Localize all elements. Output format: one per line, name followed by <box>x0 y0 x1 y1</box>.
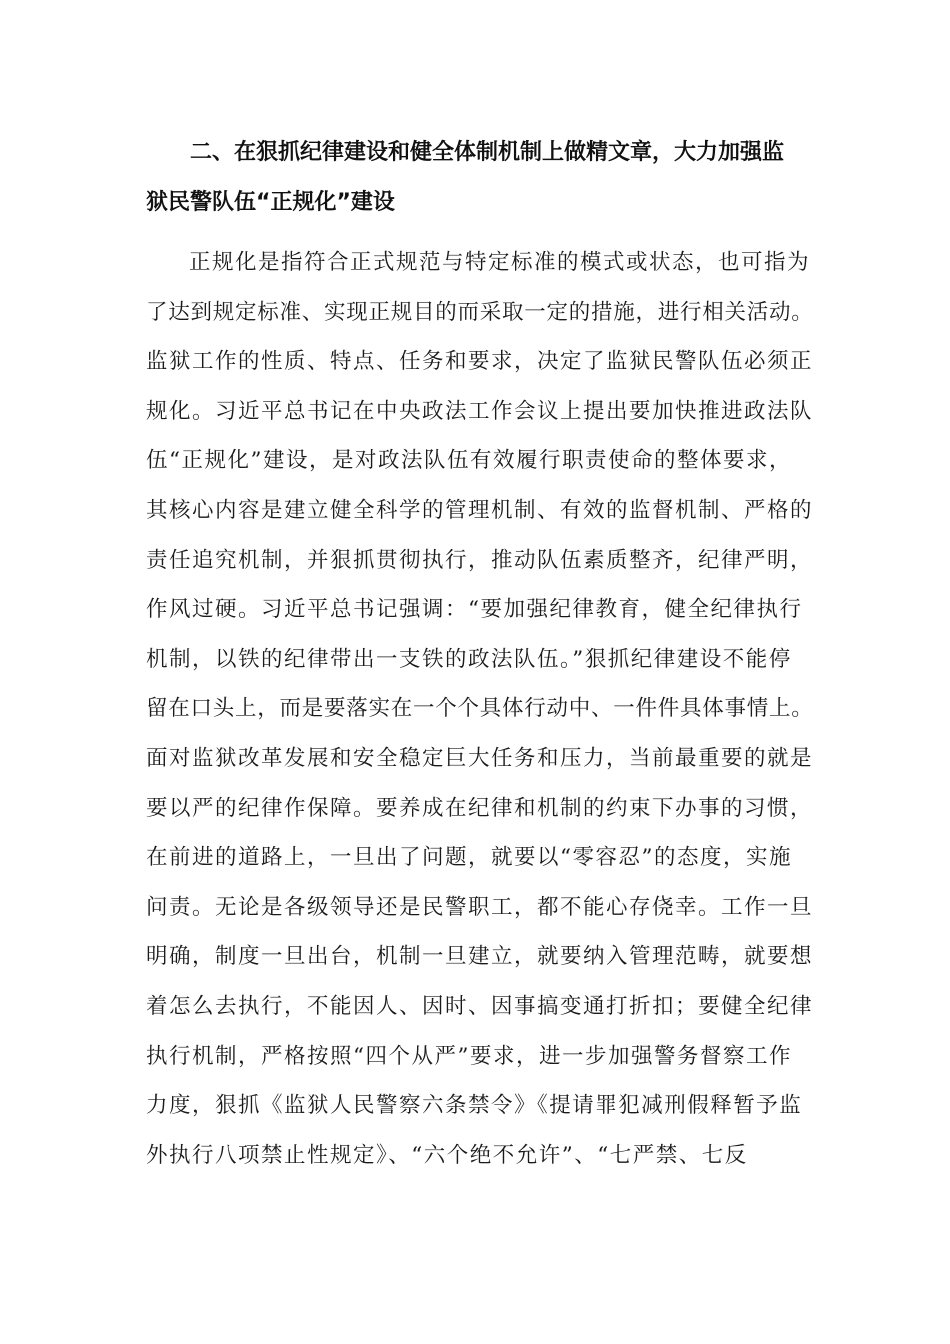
paragraph-line: 在前进的道路上，一旦出了问题，就要以“零容忍”的态度，实施 <box>146 845 792 871</box>
paragraph-line: 责任追究机制，并狠抓贯彻执行，推动队伍素质整齐，纪律严明， <box>146 547 814 573</box>
paragraph-line: 规化。习近平总书记在中央政法工作会议上提出要加快推进政法队 <box>146 398 814 424</box>
paragraph-line: 力度，狠抓《监狱人民警察六条禁令》《提请罪犯减刑假释暂予监 <box>146 1093 803 1119</box>
paragraph-line: 其核心内容是建立健全科学的管理机制、有效的监督机制、严格的 <box>146 497 814 523</box>
paragraph-line: 问责。无论是各级领导还是民警职工，都不能心存侥幸。工作一旦 <box>146 894 814 920</box>
heading-line: 狱民警队伍“正规化”建设 <box>146 190 395 215</box>
paragraph-line: 作风过硬。习近平总书记强调：“要加强纪律教育，健全纪律执行 <box>146 597 803 623</box>
paragraph-line: 执行机制，严格按照“四个从严”要求，进一步加强警务督察工作 <box>146 1043 792 1069</box>
paragraph-line: 了达到规定标准、实现正规目的而采取一定的措施，进行相关活动。 <box>146 299 814 325</box>
section-heading <box>146 128 814 228</box>
paragraph-line: 明确，制度一旦出台，机制一旦建立，就要纳入管理范畴，就要想 <box>146 944 814 970</box>
paragraph-line: 要以严的纪律作保障。要养成在纪律和机制的约束下办事的习惯， <box>146 795 814 821</box>
heading-line: 二、在狠抓纪律建设和健全体制机制上做精文章，大力加强监 <box>190 140 785 165</box>
paragraph-line: 外执行八项禁止性规定》、“六个绝不允许”、“七严禁、七反 <box>146 1142 748 1168</box>
paragraph-line: 面对监狱改革发展和安全稳定巨大任务和压力，当前最重要的就是 <box>146 745 814 771</box>
paragraph-line: 留在口头上，而是要落实在一个个具体行动中、一件件具体事情上。 <box>146 696 814 722</box>
paragraph-line: 着怎么去执行，不能因人、因时、因事搞变通打折扣；要健全纪律 <box>146 993 814 1019</box>
body-paragraph <box>146 238 814 1180</box>
paragraph-line: 伍“正规化”建设，是对政法队伍有效履行职责使命的整体要求， <box>146 448 792 474</box>
paragraph-line: 正规化是指符合正式规范与特定标准的模式或状态，也可指为 <box>189 250 811 275</box>
paragraph-line: 监狱工作的性质、特点、任务和要求，决定了监狱民警队伍必须正 <box>146 349 814 375</box>
paragraph-line: 机制，以铁的纪律带出一支铁的政法队伍。”狠抓纪律建设不能停 <box>146 646 792 672</box>
